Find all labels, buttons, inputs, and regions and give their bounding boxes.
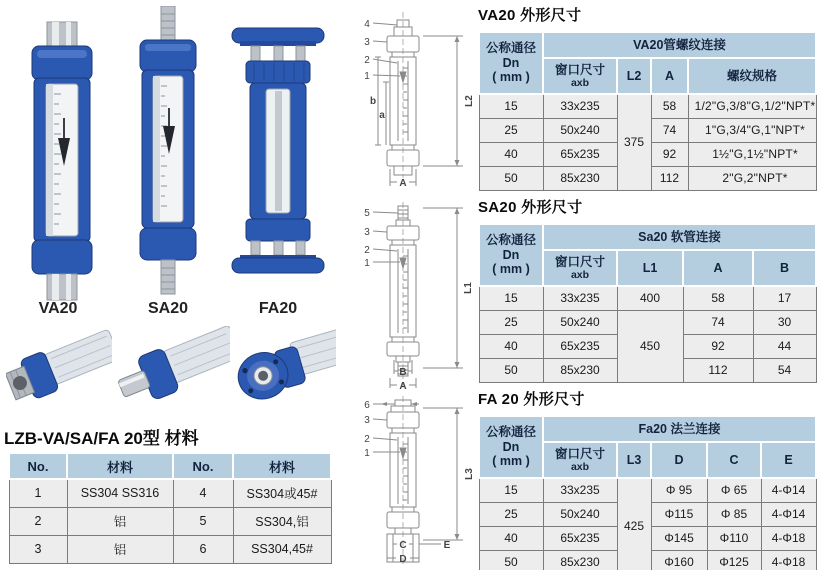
dimension-drawing-va20 [345,6,478,194]
flange-top [232,28,324,43]
col-header-window: 窗口尺寸 axb [543,58,617,94]
callout-1: 1 [364,258,370,269]
dim-b-width: B [399,367,407,378]
cell: 15 [479,286,543,310]
cell: 58 [651,94,688,118]
closeup-photo-flange-end [236,326,336,412]
group-header-fa20: Fa20 法兰连接 [543,416,816,442]
float-symbol [400,448,406,458]
fa20-section [478,388,817,570]
cell: 85x230 [543,358,617,382]
float-symbol [400,72,406,82]
cell: 3 [9,535,67,563]
cell: 50x240 [543,118,617,142]
callout-6: 6 [364,400,370,411]
callout-2: 2 [364,55,370,66]
callout-3: 3 [364,227,370,238]
callout-3: 3 [364,415,370,426]
cell: 4-Φ14 [761,478,816,502]
cell: 4-Φ18 [761,526,816,550]
va20-table [478,31,817,191]
sa20-title: SA20 外形尺寸 [478,199,583,216]
bottom-cap [140,228,196,260]
cell: SS304,45# [233,535,331,563]
sa20-table [478,223,817,383]
cell-l1-shared: 450 [617,310,683,382]
cell: 1"G,3/4"G,1"NPT* [688,118,816,142]
cell: 25 [479,310,543,334]
threaded-fitting-bottom [47,274,77,300]
dim-b: b [369,96,377,107]
table-row [9,479,331,507]
cell: SS304,铝 [233,507,331,535]
cell: 40 [479,526,543,550]
flange-bottom [232,258,324,273]
threaded-fitting-top [47,22,77,48]
cell: 4-Φ14 [761,502,816,526]
float-symbol [400,258,406,268]
cell-l3-shared: 425 [617,478,651,570]
flowmeter-photo-sa20 [120,6,216,300]
cell: 15 [479,478,543,502]
cell: Φ115 [651,502,707,526]
cell-l1-row1: 400 [617,286,683,310]
cell: 65x235 [543,142,617,166]
cell: 33x235 [543,286,617,310]
cell: 85x230 [543,550,617,570]
cell: 4 [173,479,233,507]
table-row [479,286,816,310]
cell: Φ125 [707,550,761,570]
callout-4: 4 [364,19,370,30]
cell: 74 [683,310,753,334]
cell: 6 [173,535,233,563]
table-row [9,535,331,563]
table-row [479,478,816,502]
dimension-drawing-sa20 [345,198,478,390]
cell: 2 [9,507,67,535]
cell: Φ110 [707,526,761,550]
cell: 112 [683,358,753,382]
cell: 50x240 [543,502,617,526]
cell: 44 [753,334,816,358]
fa20-table [478,415,817,570]
cell: 40 [479,334,543,358]
header-row [479,224,816,250]
table-row [479,94,816,118]
header-row [479,32,816,58]
cell: Φ 85 [707,502,761,526]
length-dimension [423,208,463,368]
cell: 85x230 [543,166,617,190]
col-header-a: A [683,250,753,286]
col-header-dn: 公称通径 Dn ( mm ) [479,32,543,94]
callout-2: 2 [364,245,370,256]
cell: 50 [479,166,543,190]
glass-tube [275,91,282,211]
cell: 15 [479,94,543,118]
length-dimension [423,408,463,540]
cell: 50 [479,358,543,382]
col-header-e: E [761,442,816,478]
cell: 33x235 [543,94,617,118]
dim-a: a [379,110,385,121]
cell: 17 [753,286,816,310]
cell: 铝 [67,535,173,563]
bottom-cap [246,219,310,241]
cell: 25 [479,118,543,142]
cell: 1 [9,479,67,507]
sa20-section [478,196,817,383]
cell: 铝 [67,507,173,535]
col-header-dn: 公称通径 Dn ( mm ) [479,224,543,286]
cell: 4-Φ18 [761,550,816,570]
materials-table [8,452,332,564]
cell: Φ 95 [651,478,707,502]
col-header-material: 材料 [67,453,173,479]
flowmeter-photo-va20 [16,20,108,302]
callout-5: 5 [364,208,370,219]
dim-a-width: A [399,178,407,189]
callout-2: 2 [364,434,370,445]
dim-l1: L1 [463,282,474,294]
col-header-no: No. [173,453,233,479]
cell: 54 [753,358,816,382]
bottom-cap [32,240,92,274]
cell: 5 [173,507,233,535]
cell: SS304或45# [233,479,331,507]
va20-section [478,4,817,191]
side-dimension-lines [375,57,389,145]
dim-e: E [443,540,451,551]
col-header-a: A [651,58,688,94]
cell: 1½"G,1½"NPT* [688,142,816,166]
table-row [479,310,816,334]
col-header-l1: L1 [617,250,683,286]
callout-3: 3 [364,37,370,48]
cell: 92 [683,334,753,358]
product-label-fa20: FA20 [258,300,298,317]
cell: 2"G,2"NPT* [688,166,816,190]
materials-title: LZB-VA/SA/FA 20型 材料 [4,429,199,448]
col-header-b: B [753,250,816,286]
cell: 33x235 [543,478,617,502]
dim-l3: L3 [464,468,475,480]
cell: Φ 65 [707,478,761,502]
cell: 58 [683,286,753,310]
col-header-no: No. [9,453,67,479]
length-dimension [423,36,463,166]
cell: Φ160 [651,550,707,570]
va20-title: VA20 外形尺寸 [478,7,582,24]
col-header-window: 窗口尺寸 axb [543,442,617,478]
cell: 25 [479,502,543,526]
group-header-va20: VA20管螺纹连接 [543,32,816,58]
cell: 40 [479,142,543,166]
cell: SS304 SS316 [67,479,173,507]
materials-header-row [9,453,331,479]
cell: 92 [651,142,688,166]
dim-a-width: A [399,381,407,390]
dim-l2: L2 [464,95,475,107]
col-header-d: D [651,442,707,478]
product-label-sa20: SA20 [147,300,189,317]
cell: 65x235 [543,526,617,550]
fa20-title: FA 20 外形尺寸 [478,391,585,408]
width-dimensions [387,544,441,558]
col-header-l3: L3 [617,442,651,478]
cell: 1/2"G,3/8"G,1/2"NPT* [688,94,816,118]
cell: 30 [753,310,816,334]
col-header-window: 窗口尺寸 axb [543,250,617,286]
cell: 74 [651,118,688,142]
cell: 65x235 [543,334,617,358]
cell: 112 [651,166,688,190]
group-header-sa20: Sa20 软管连接 [543,224,816,250]
callout-1: 1 [364,448,370,459]
col-header-l2: L2 [617,58,651,94]
table-row [9,507,331,535]
callout-1: 1 [364,71,370,82]
cell: 50x240 [543,310,617,334]
col-header-dn: 公称通径 Dn ( mm ) [479,416,543,478]
cell: 50 [479,550,543,570]
product-label-va20: VA20 [38,300,78,317]
col-header-material: 材料 [233,453,331,479]
dim-d-width: D [399,554,407,565]
dimension-drawing-fa20 [345,392,478,568]
col-header-c: C [707,442,761,478]
closeup-photo-hose-end [118,326,230,412]
header-row [479,416,816,442]
dim-c-width: C [399,540,407,551]
col-header-thread: 螺纹规格 [688,58,816,94]
cell: Φ145 [651,526,707,550]
top-cap [246,61,310,83]
callout-leaders [373,402,419,452]
flowmeter-photo-fa20 [226,26,330,276]
closeup-photo-threaded-end [6,326,112,412]
cell-l2-shared: 375 [617,94,651,190]
